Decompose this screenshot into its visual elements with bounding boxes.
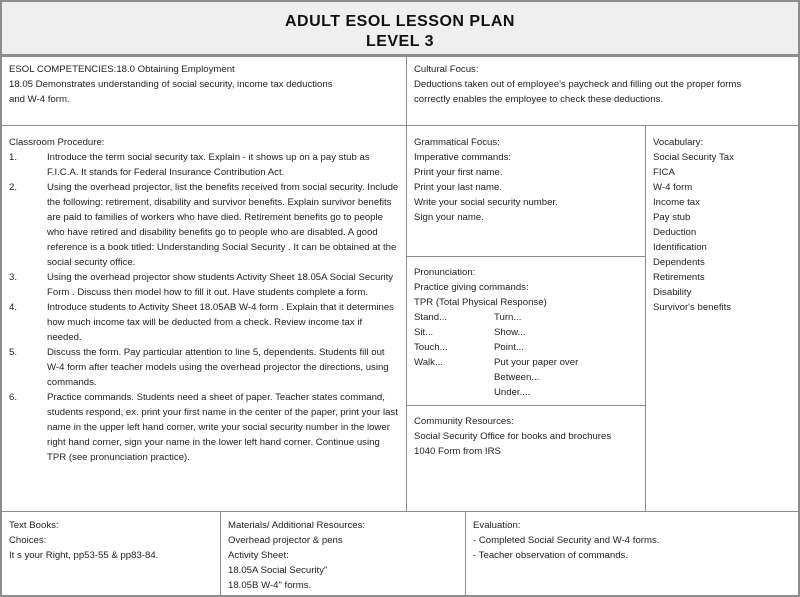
- grammatical-focus-line: Print your first name.: [414, 167, 503, 178]
- competencies-line: ESOL COMPETENCIES:18.0 Obtaining Employment: [9, 64, 235, 75]
- materials-line: Overhead projector & pens: [228, 535, 343, 546]
- procedure-step-text: Introduce the term social security tax. Explain - it shows up on a pay stub as F.I.C.A. It stands for Federal Insurance Contribution Act.: [47, 152, 370, 178]
- community-resources-line: Social Security Office for books and brochures: [414, 431, 612, 442]
- procedure-step-text: Using the overhead projector, list the benefits received from social security. Include the following: retirement, disability and survivor benefits. Explain survivor benefits are paid to families of workers who have died. Retirement benefits go to people who have retired and disability benefits go to people who are disabled. A good reference is a book titled: Understanding Social Security . It can be obtained at the social security office.: [47, 182, 399, 268]
- vocabulary-item: Identification: [653, 242, 707, 253]
- materials-line: Activity Sheet:: [228, 550, 289, 561]
- cultural-focus-cell: [406, 56, 800, 126]
- procedure-step: [9, 345, 399, 390]
- classroom-procedure-label: Classroom Procedure:: [9, 137, 105, 148]
- command-item: Point...: [494, 342, 524, 353]
- pronunciation-commands: [414, 310, 638, 400]
- text-books-cell: [0, 511, 221, 597]
- procedure-step-text: Using the overhead projector show students Activity Sheet 18.05A Social Security Form . Discuss then model how to fill it out. Have students complete a form.: [47, 272, 394, 298]
- vocabulary-item: W-4 form: [653, 182, 693, 193]
- vocabulary-item: Income tax: [653, 197, 700, 208]
- grammatical-focus-line: Write your social security number.: [414, 197, 558, 208]
- procedure-step-number: 1.: [9, 152, 18, 163]
- vocabulary-item: Social Security Tax: [653, 152, 734, 163]
- procedure-step-text: Practice commands. Students need a sheet of paper. Teacher states command, students respond, ex. print your first name in the center of the paper, print your last name in the upper left hand corner, write your social security number in the lower right hand corner, sign your name in the lower left hand corner. Continue using TPR (see pronunciation practice).: [47, 392, 398, 463]
- community-resources-cell: [406, 405, 646, 512]
- lesson-plan-header: [0, 0, 800, 56]
- evaluation-cell: [465, 511, 800, 597]
- cultural-focus-label: Cultural Focus:: [414, 64, 479, 75]
- procedure-step-number: 2.: [9, 182, 18, 193]
- procedure-step: [9, 390, 399, 465]
- procedure-step-number: 4.: [9, 302, 18, 313]
- commands-column-2: [494, 310, 638, 400]
- procedure-step: [9, 270, 399, 300]
- pronunciation-label: Pronunciation:: [414, 267, 476, 278]
- command-item: Turn...: [494, 312, 522, 323]
- vocabulary-item: Dependents: [653, 257, 705, 268]
- command-item: Sit...: [414, 327, 434, 338]
- commands-column-1: [414, 310, 494, 400]
- procedure-step-number: 3.: [9, 272, 18, 283]
- materials-cell: [220, 511, 466, 597]
- text-books-line: Choices:: [9, 535, 47, 546]
- materials-line: 18.05A Social Security": [228, 565, 328, 576]
- vocabulary-item: Survivor's benefits: [653, 302, 732, 313]
- evaluation-line: - Completed Social Security and W-4 forms.: [473, 535, 660, 546]
- cultural-focus-line: Deductions taken out of employee's paycheck and filling out the proper forms: [414, 79, 742, 90]
- materials-label: Materials/ Additional Resources:: [228, 520, 366, 531]
- procedure-step: [9, 180, 399, 270]
- community-resources-line: 1040 Form from IRS: [414, 446, 501, 457]
- vocabulary-item: Pay stub: [653, 212, 691, 223]
- command-item: Between...: [494, 372, 540, 383]
- vocabulary-label: Vocabulary:: [653, 137, 704, 148]
- grammatical-focus-label: Grammatical Focus:: [414, 137, 500, 148]
- pronunciation-cell: [406, 256, 646, 406]
- competencies-cell: [0, 56, 407, 126]
- procedure-step-text: Introduce students to Activity Sheet 18.05AB W-4 form . Explain that it determines how much income tax will be deducted from a check. Review income tax if needed.: [47, 302, 394, 343]
- text-books-label: Text Books:: [9, 520, 59, 531]
- competencies-line: and W-4 form.: [9, 94, 70, 105]
- grammatical-focus-line: Imperative commands:: [414, 152, 512, 163]
- vocabulary-item: FICA: [653, 167, 675, 178]
- command-item: Put your paper over: [494, 357, 579, 368]
- vocabulary-cell: [645, 125, 800, 512]
- command-item: Show...: [494, 327, 526, 338]
- competencies-line: 18.05 Demonstrates understanding of social security, income tax deductions: [9, 79, 333, 90]
- level-title: LEVEL 3: [365, 33, 435, 50]
- procedure-step: [9, 150, 399, 180]
- procedure-step-text: Discuss the form. Pay particular attention to line 5, dependents. Students fill out W-4 form after teacher models using the overhead projector the directions, using commands.: [47, 347, 389, 388]
- evaluation-label: Evaluation:: [473, 520, 521, 531]
- grammatical-focus-line: Sign your name.: [414, 212, 484, 223]
- materials-line: 18.05B W-4" forms.: [228, 580, 312, 591]
- pronunciation-line: TPR (Total Physical Response): [414, 297, 547, 308]
- procedure-step: [9, 300, 399, 345]
- community-resources-label: Community Resources:: [414, 416, 514, 427]
- vocabulary-item: Disability: [653, 287, 692, 298]
- command-item: Touch...: [414, 342, 448, 353]
- grammatical-focus-line: Print your last name.: [414, 182, 502, 193]
- vocabulary-item: Deduction: [653, 227, 697, 238]
- classroom-procedure-cell: [0, 125, 407, 512]
- procedure-step-number: 5.: [9, 347, 18, 358]
- evaluation-line: - Teacher observation of commands.: [473, 550, 628, 561]
- page-title: ADULT ESOL LESSON PLAN: [285, 13, 515, 30]
- cultural-focus-line: correctly enables the employee to check these deductions.: [414, 94, 664, 105]
- command-item: Under....: [494, 387, 531, 398]
- command-item: Walk...: [414, 357, 443, 368]
- text-books-line: It s your Right, pp53-55 & pp83-84.: [9, 550, 159, 561]
- procedure-step-number: 6.: [9, 392, 18, 403]
- grammatical-focus-cell: [406, 125, 646, 257]
- pronunciation-line: Practice giving commands:: [414, 282, 529, 293]
- command-item: Stand...: [414, 312, 448, 323]
- vocabulary-item: Retirements: [653, 272, 705, 283]
